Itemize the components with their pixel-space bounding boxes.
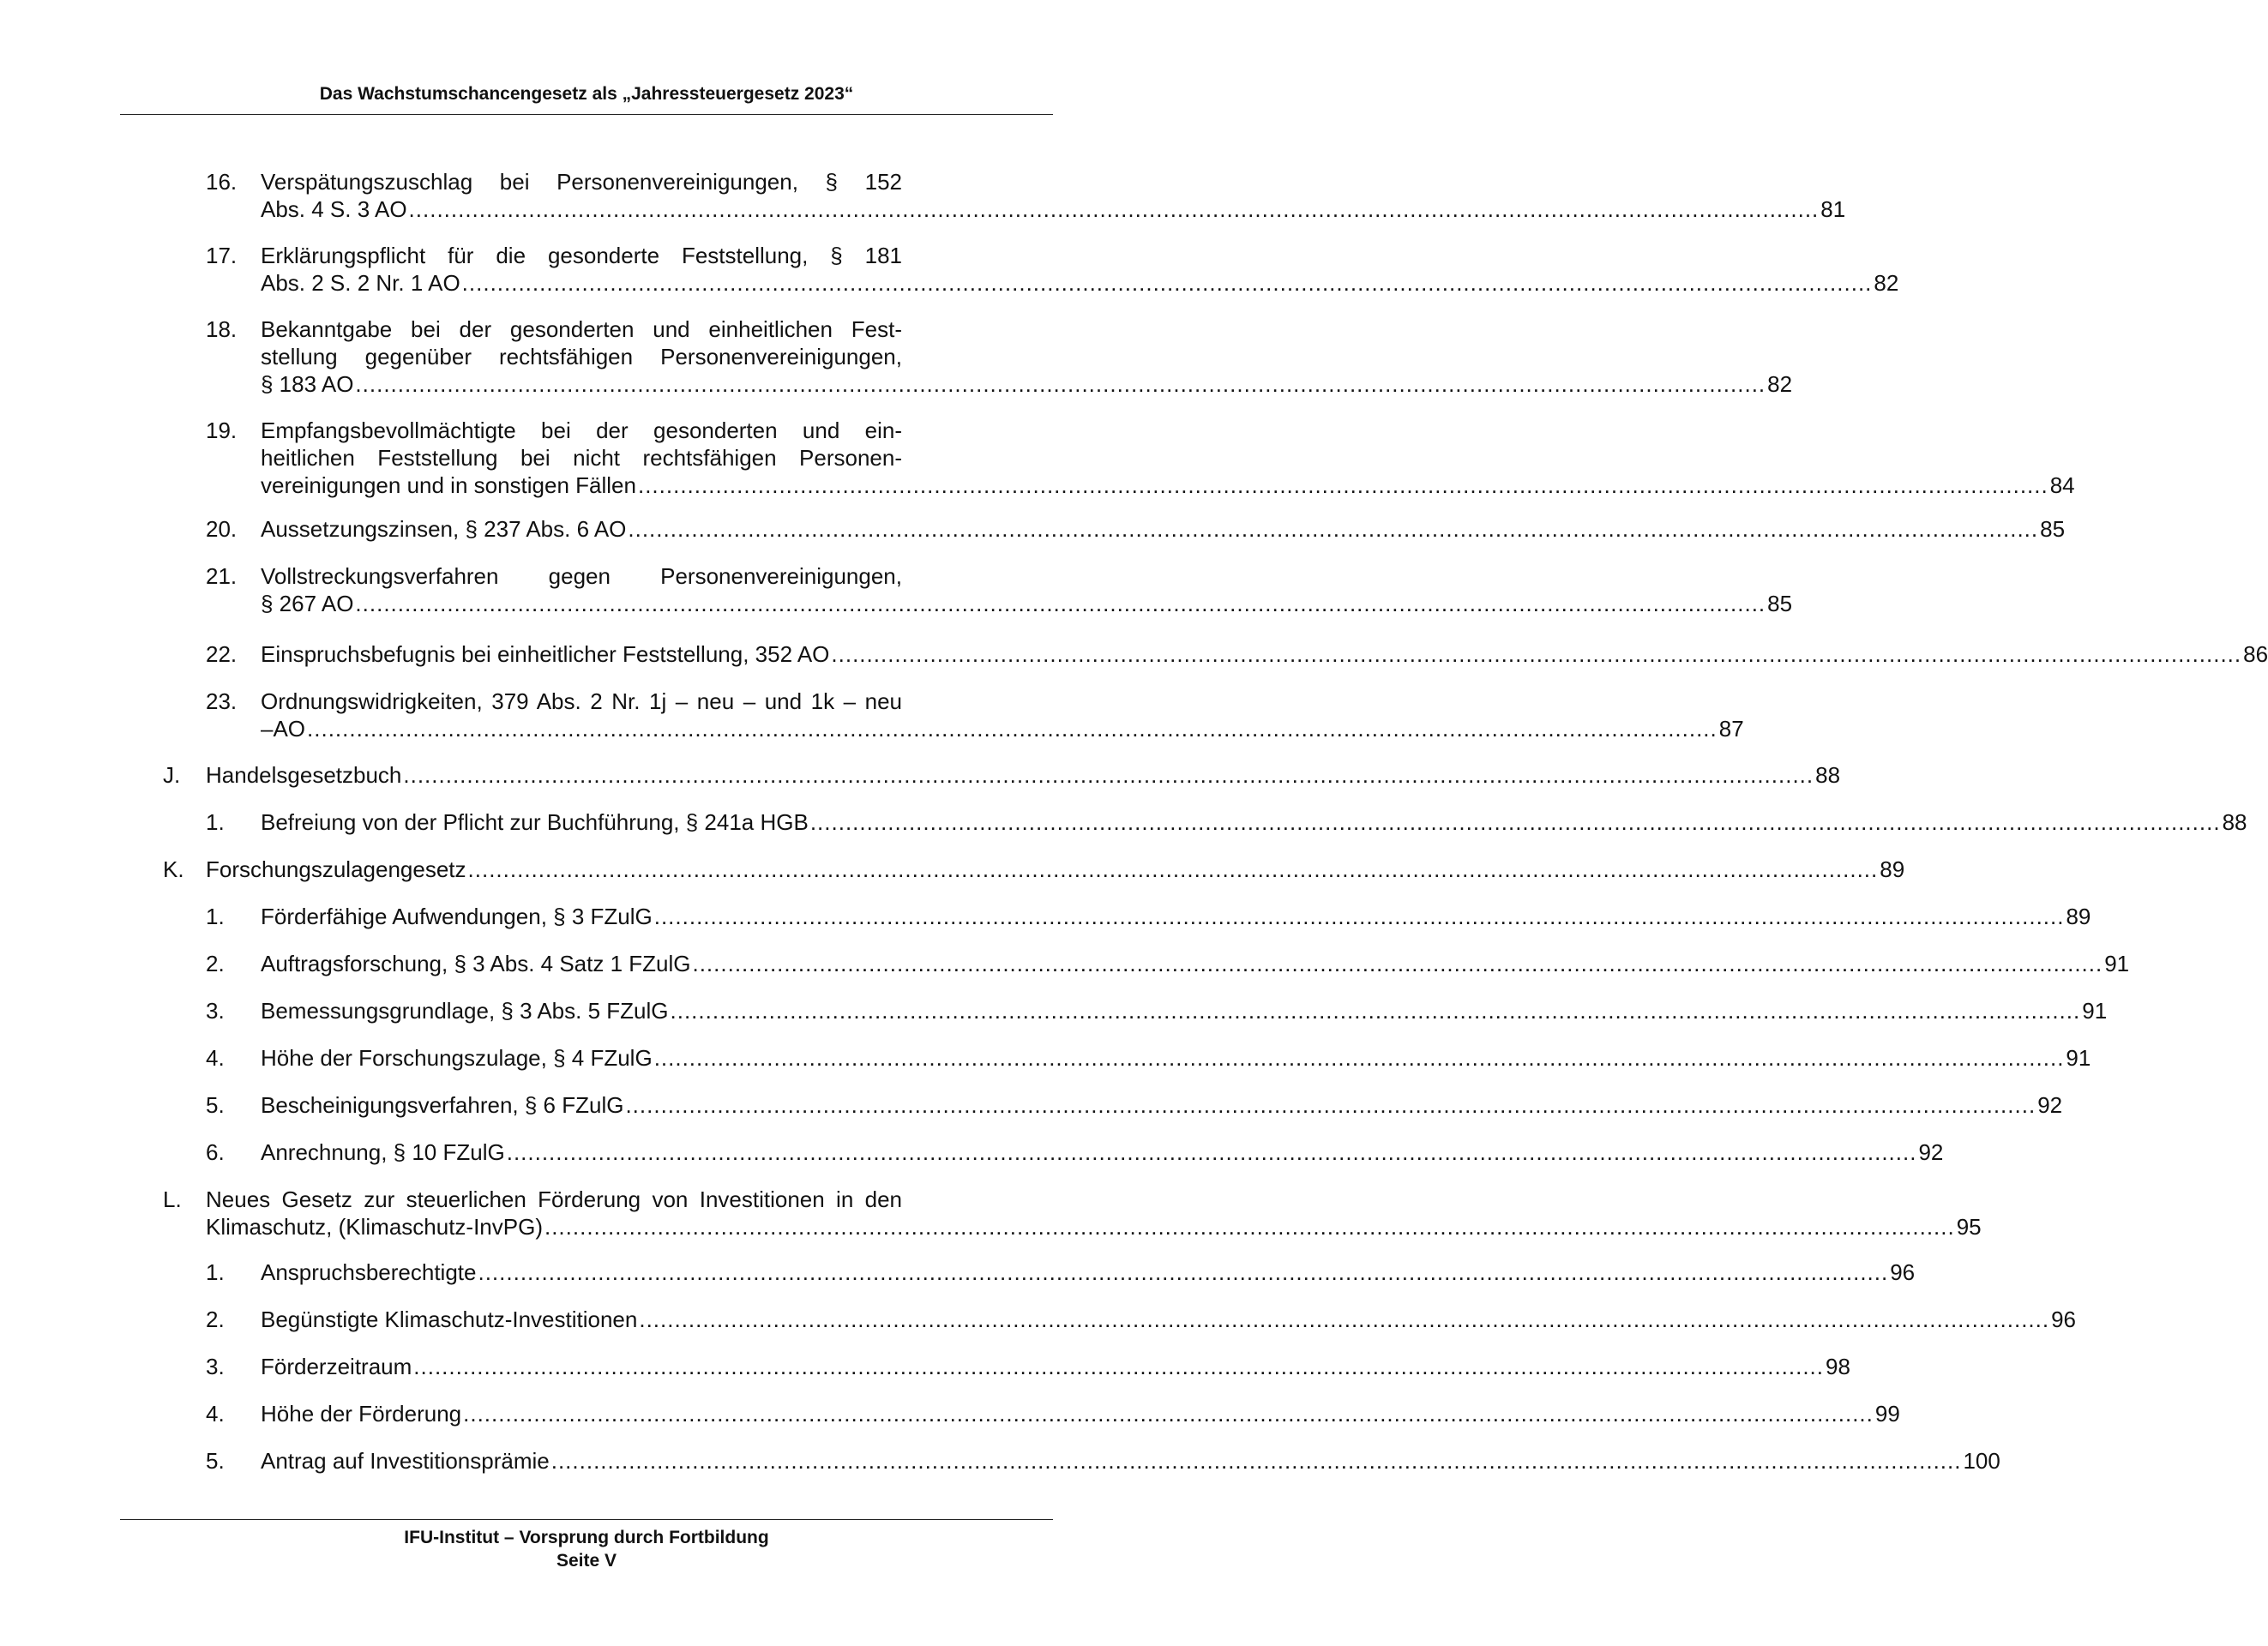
footer-rule	[120, 1519, 1053, 1520]
toc-page-number: 82	[1767, 371, 1793, 397]
toc-entry[interactable]	[261, 590, 1793, 617]
toc-entry-number: 19.	[206, 418, 238, 443]
toc-page-number: 91	[2104, 951, 2130, 976]
toc-entry-number: 2.	[206, 951, 225, 976]
toc-entry-title: Auftragsforschung, § 3 Abs. 4 Satz 1 FZulG	[261, 951, 691, 976]
toc-entry[interactable]	[206, 761, 1841, 789]
dot-leader: ........................................................................................................................................................................................................	[408, 196, 1820, 222]
toc-page-number: 92	[1918, 1139, 1944, 1165]
toc-entry[interactable]	[261, 640, 2268, 668]
toc-entry[interactable]	[261, 903, 2091, 930]
page-header: Das Wachstumschancengesetz als „Jahressteuergesetz 2023“	[319, 84, 854, 104]
dot-leader: ........................................................................................................................................................................................................	[478, 1259, 1889, 1285]
toc-page-number: 91	[2082, 998, 2108, 1024]
footer-institute: IFU-Institut – Vorsprung durch Fortbildung	[404, 1528, 769, 1547]
toc-entry-title-line[interactable]: Neues Gesetz zur steuerlichen Förderung von Investitionen in den	[206, 1186, 902, 1212]
toc-entry-title-line[interactable]: stellung gegenüber rechtsfähigen Personenvereinigungen,	[261, 344, 902, 369]
page-footer	[120, 1526, 1053, 1572]
toc-entry-number: L.	[163, 1186, 182, 1212]
toc-entry-number: 16.	[206, 169, 238, 195]
toc-entry[interactable]	[261, 1353, 1850, 1380]
dot-leader: ........................................................................................................................................................................................................	[628, 516, 2039, 542]
toc-page-number: 98	[1826, 1354, 1850, 1379]
toc-entry-title-line[interactable]: Empfangsbevollmächtigte bei der gesonderten und ein-	[261, 418, 902, 443]
toc-entry-number: 3.	[206, 998, 225, 1024]
toc-entry-number: 21.	[206, 563, 238, 589]
toc-entry[interactable]	[261, 997, 2108, 1024]
toc-entry-number: 17.	[206, 243, 238, 268]
toc-entry-title: Förderfähige Aufwendungen, § 3 FZulG	[261, 904, 653, 929]
toc-page-number: 85	[2040, 516, 2066, 542]
toc-entry-title: Begünstigte Klimaschutz-Investitionen	[261, 1307, 638, 1332]
toc-entry[interactable]	[261, 1044, 2091, 1072]
dot-leader: ........................................................................................................................................................................................................	[550, 1448, 1962, 1474]
toc-entry-number: K.	[163, 856, 184, 882]
toc-entry[interactable]	[261, 472, 2075, 499]
toc-entry-title: –AO	[261, 716, 306, 742]
toc-entry-number: 1.	[206, 809, 225, 835]
toc-entry[interactable]	[261, 950, 2130, 977]
toc-page-number: 88	[1815, 762, 1841, 788]
toc-entry-title: § 267 AO	[261, 591, 354, 616]
toc-page-number: 91	[2066, 1045, 2091, 1071]
dot-leader: ........................................................................................................................................................................................................	[653, 904, 2065, 929]
toc-entry-title-line[interactable]: Ordnungswidrigkeiten, 379 Abs. 2 Nr. 1j – neu – und 1k – neu	[261, 688, 902, 714]
toc-entry[interactable]	[261, 1138, 1944, 1166]
toc-page-number: 85	[1767, 591, 1793, 616]
toc-entry-title: Bescheinigungsverfahren, § 6 FZulG	[261, 1092, 624, 1118]
dot-leader: ........................................................................................................................................................................................................	[506, 1139, 1917, 1165]
toc-entry-title-line[interactable]: Erklärungspflicht für die gesonderte Feststellung, § 181	[261, 243, 902, 268]
toc-entry-title: Forschungszulagengesetz	[206, 856, 466, 882]
toc-entry[interactable]	[261, 1259, 1916, 1286]
toc-entry-number: 2.	[206, 1307, 225, 1332]
toc-entry[interactable]	[261, 269, 1899, 297]
toc-entry-title: Klimaschutz, (Klimaschutz-InvPG)	[206, 1214, 543, 1240]
toc-entry[interactable]	[206, 856, 1905, 883]
toc-entry-number: 20.	[206, 516, 238, 542]
toc-entry[interactable]	[206, 1213, 1982, 1241]
toc-page-number: 81	[1820, 196, 1846, 222]
toc-entry-title-line[interactable]: Verspätungszuschlag bei Personenvereinigungen, § 152	[261, 169, 902, 195]
dot-leader: ........................................................................................................................................................................................................	[831, 641, 2242, 667]
dot-leader: ........................................................................................................................................................................................................	[413, 1354, 1825, 1379]
toc-entry-title-line[interactable]: heitlichen Feststellung bei nicht rechtsfähigen Personen-	[261, 445, 902, 471]
toc-entry-number: 18.	[206, 316, 238, 342]
toc-entry-title: Bemessungsgrundlage, § 3 Abs. 5 FZulG	[261, 998, 669, 1024]
toc-entry[interactable]	[261, 1091, 2063, 1119]
toc-page-number: 89	[2066, 904, 2091, 929]
toc-page-number: 100	[1963, 1448, 2000, 1474]
dot-leader: ........................................................................................................................................................................................................	[467, 856, 1879, 882]
toc-entry-title: Einspruchsbefugnis bei einheitlicher Feststellung, 352 AO	[261, 641, 830, 667]
dot-leader: ........................................................................................................................................................................................................	[461, 270, 1873, 296]
footer-page-number: Seite V	[556, 1551, 617, 1571]
toc-entry[interactable]	[261, 515, 2066, 543]
toc-entry-title-line[interactable]: Vollstreckungsverfahren gegen Personenvereinigungen,	[261, 563, 902, 589]
dot-leader: ........................................................................................................................................................................................................	[809, 809, 2221, 835]
dot-leader: ........................................................................................................................................................................................................	[637, 472, 2048, 498]
toc-page-number: 87	[1718, 716, 1744, 742]
toc-entry-title: Abs. 2 S. 2 Nr. 1 AO	[261, 270, 460, 296]
toc-entry-title: Befreiung von der Pflicht zur Buchführung, § 241a HGB	[261, 809, 809, 835]
dot-leader: ........................................................................................................................................................................................................	[463, 1401, 1874, 1427]
toc-page-number: 88	[2222, 809, 2247, 835]
toc-entry-title: vereinigungen und in sonstigen Fällen	[261, 472, 636, 498]
dot-leader: ........................................................................................................................................................................................................	[403, 762, 1814, 788]
toc-page-number: 82	[1874, 270, 1899, 296]
toc-entry-title: Anspruchsberechtigte	[261, 1259, 477, 1285]
toc-entry-title: Förderzeitraum	[261, 1354, 412, 1379]
toc-entry-title: Abs. 4 S. 3 AO	[261, 196, 407, 222]
toc-entry-number: 22.	[206, 641, 238, 667]
toc-entry-number: 5.	[206, 1448, 225, 1474]
toc-page-number: 96	[2051, 1307, 2077, 1332]
toc-entry-number: 5.	[206, 1092, 225, 1118]
dot-leader: ........................................................................................................................................................................................................	[639, 1307, 2050, 1332]
dot-leader: ........................................................................................................................................................................................................	[692, 951, 2103, 976]
toc-page-number: 92	[2037, 1092, 2063, 1118]
toc-page-number: 99	[1874, 1401, 1900, 1427]
toc-entry[interactable]	[261, 1447, 2000, 1475]
toc-entry[interactable]	[261, 808, 2247, 836]
toc-entry-number: J.	[163, 762, 181, 788]
toc-entry[interactable]	[261, 195, 1846, 223]
toc-entry-number: 1.	[206, 904, 225, 929]
toc-entry-number: 4.	[206, 1401, 225, 1427]
toc-entry-title: Antrag auf Investitionsprämie	[261, 1448, 550, 1474]
toc-entry[interactable]	[261, 1306, 2077, 1333]
toc-entry-title: § 183 AO	[261, 371, 354, 397]
dot-leader: ........................................................................................................................................................................................................	[625, 1092, 2036, 1118]
toc-page-number: 89	[1880, 856, 1905, 882]
toc-page-number: 95	[1956, 1214, 1982, 1240]
toc-page-number: 86	[2243, 641, 2268, 667]
dot-leader: ........................................................................................................................................................................................................	[307, 716, 1718, 742]
toc-entry[interactable]	[261, 1400, 1900, 1427]
toc-entry-number: 4.	[206, 1045, 225, 1071]
toc-entry-title: Höhe der Förderung	[261, 1401, 462, 1427]
toc-entry-title: Anrechnung, § 10 FZulG	[261, 1139, 505, 1165]
toc-entry[interactable]	[261, 715, 1744, 742]
dot-leader: ........................................................................................................................................................................................................	[544, 1214, 1955, 1240]
toc-entry-number: 6.	[206, 1139, 225, 1165]
toc-entry-title: Aussetzungszinsen, § 237 Abs. 6 AO	[261, 516, 627, 542]
toc-entry-number: 3.	[206, 1354, 225, 1379]
toc-entry-title-line[interactable]: Bekanntgabe bei der gesonderten und einheitlichen Fest-	[261, 316, 902, 342]
toc-page-number: 84	[2049, 472, 2075, 498]
toc-entry-number: 1.	[206, 1259, 225, 1285]
header-rule	[120, 114, 1053, 115]
toc-page-number: 96	[1890, 1259, 1916, 1285]
dot-leader: ........................................................................................................................................................................................................	[670, 998, 2081, 1024]
toc-entry[interactable]	[261, 370, 1793, 398]
dot-leader: ........................................................................................................................................................................................................	[653, 1045, 2065, 1071]
dot-leader: ........................................................................................................................................................................................................	[355, 591, 1766, 616]
dot-leader: ........................................................................................................................................................................................................	[355, 371, 1766, 397]
toc-entry-title: Handelsgesetzbuch	[206, 762, 402, 788]
toc-entry-number: 23.	[206, 688, 238, 714]
toc-entry-title: Höhe der Forschungszulage, § 4 FZulG	[261, 1045, 653, 1071]
